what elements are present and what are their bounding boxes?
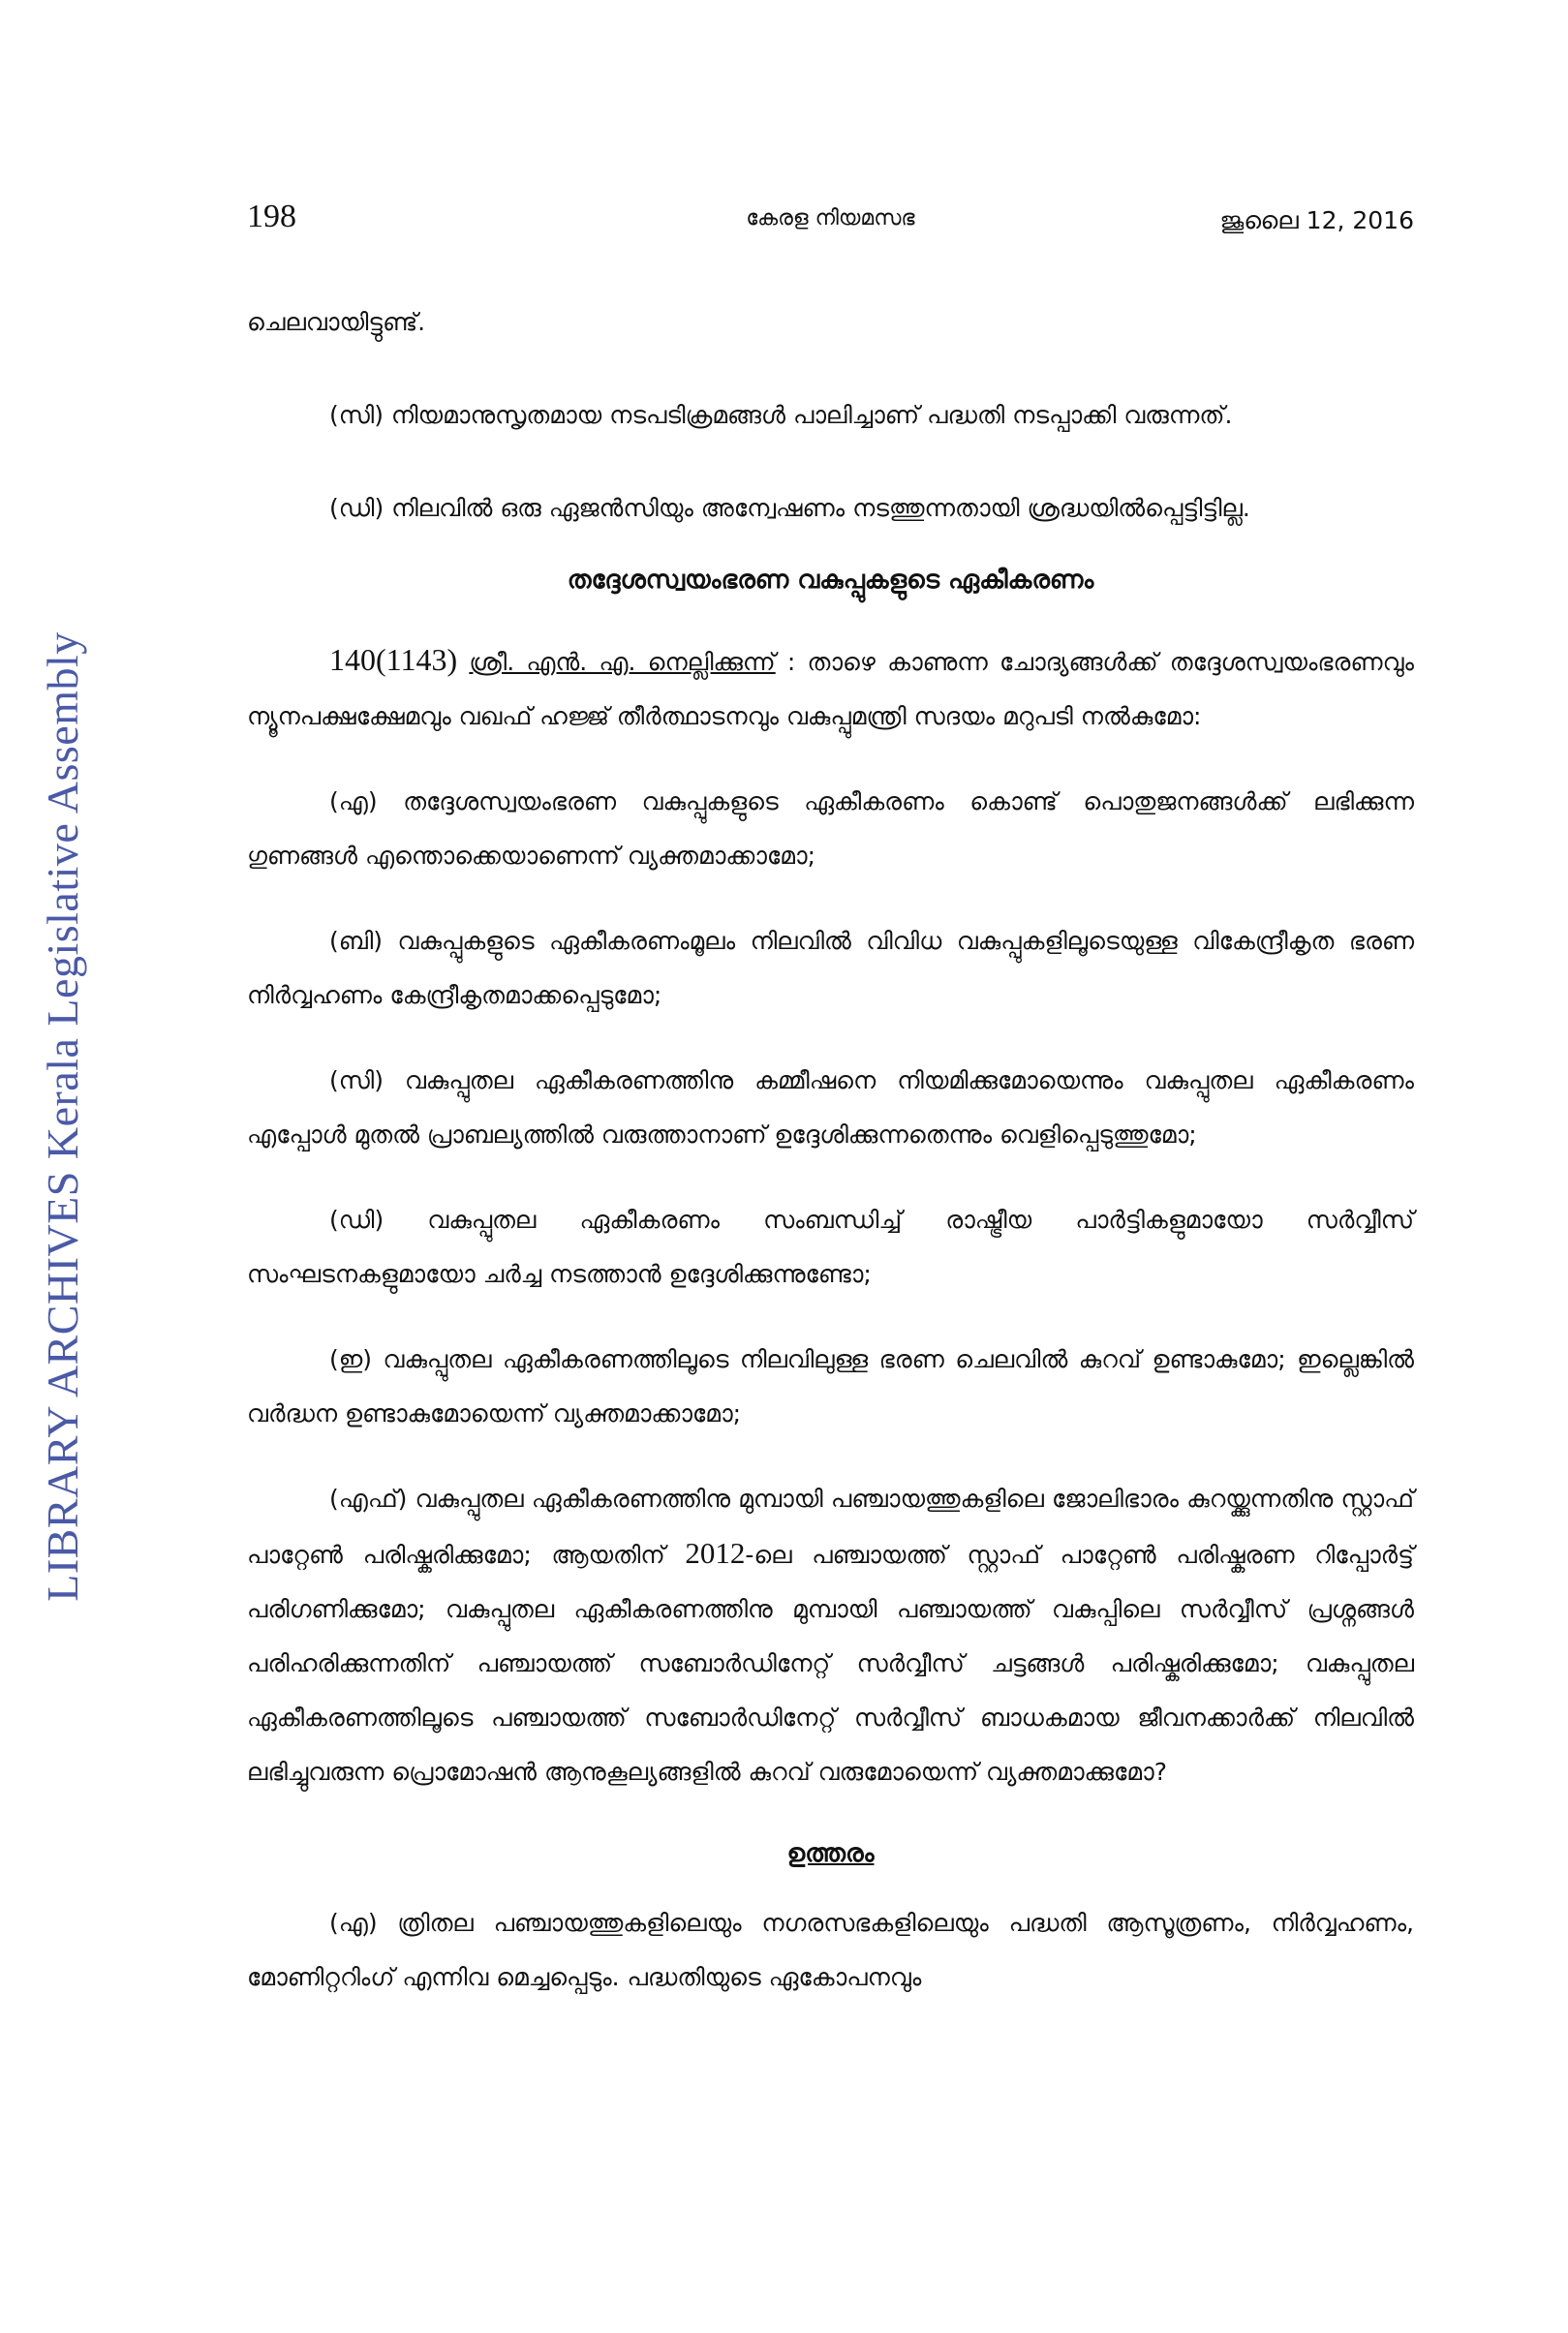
- question-b: (ബി) വകുപ്പുകളുടെ ഏകീകരണംമൂലം നിലവിൽ വിവിധ വകുപ്പുകളിലൂടെയുള്ള വികേന്ദ്രീകൃത ഭരണ നിർവ്വഹണം കേന്ദ്രീകൃതമാക്കപ്പെടുമോ;: [247, 927, 1414, 1009]
- question-c: (സി) വകുപ്പുതല ഏകീകരണത്തിനു കമ്മീഷനെ നിയമിക്കുമോയെന്നും വകുപ്പുതല ഏകീകരണം എപ്പോൾ മുതൽ പ്രാബല്യത്തിൽ വരുത്താനാണ് ഉദ്ദേശിക്കുന്നതെന്നും വെളിപ്പെടുത്തുമോ;: [247, 1066, 1414, 1149]
- page-body: [247, 295, 1414, 2036]
- session-date: ജൂലൈ 12, 2016: [1219, 206, 1414, 234]
- continued-line: ചെലവായിട്ടുണ്ട്.: [247, 308, 426, 336]
- answer-heading: ഉത്തരം: [786, 1839, 875, 1868]
- section-title: തദ്ദേശസ്വയംഭരണ വകുപ്പുകളുടെ ഏകീകരണം: [567, 566, 1094, 595]
- question-intro: [247, 632, 1414, 744]
- question-f-part1: (എഫ്) വകുപ്പുതല ഏകീകരണത്തിനു മുമ്പായി പഞ്ചായത്തുകളിലെ ജോലിഭാരം കുറയ്ക്കുന്നതിനു സ്റ്റാഫ് പാറ്റേൺ പരിഷ്കരിക്കുമോ; ആയതിന്: [247, 1485, 1414, 1569]
- question-e: (ഇ) വകുപ്പുതല ഏകീകരണത്തിലൂടെ നിലവിലുള്ള ഭരണ ചെലവിൽ കുറവ് ഉണ്ടാകുമോ; ഇല്ലെങ്കിൽ വർദ്ധന ഉണ്ടാകുമോയെന്ന് വ്യക്തമാക്കാമോ;: [247, 1345, 1414, 1427]
- watermark-text: LIBRARY ARCHIVES Kerala Legislative Assembly: [38, 631, 87, 1602]
- question-f: [247, 1472, 1414, 1799]
- question-intro-text: : താഴെ കാണുന്ന ചോദ്യങ്ങൾക്ക് തദ്ദേശസ്വയംഭരണവും ന്യൂനപക്ഷക്ഷേമവും വഖഫ് ഹജ്ജ് തീർത്ഥാടനവും വകുപ്പുമന്ത്രി സദയം മറുപടി നൽകുമോ:: [247, 648, 1415, 730]
- assembly-name: കേരള നിയമസഭ: [746, 206, 915, 230]
- question-f-year: 2012: [685, 1536, 746, 1570]
- page-header: [247, 199, 1414, 247]
- answer-c-prev: (സി) നിയമാനുസൃതമായ നടപടിക്രമങ്ങൾ പാലിച്ചാണ് പദ്ധതി നടപ്പാക്കി വരുന്നത്.: [329, 401, 1233, 429]
- question-a: (എ) തദ്ദേശസ്വയംഭരണ വകുപ്പുകളുടെ ഏകീകരണം കൊണ്ട് പൊതുജനങ്ങൾക്ക് ലഭിക്കുന്ന ഗുണങ്ങൾ എന്തൊക്കെയാണെന്ന് വ്യക്തമാക്കാമോ;: [247, 787, 1414, 870]
- member-name: ശ്രീ. എൻ. എ. നെല്ലിക്കുന്ന്: [469, 648, 776, 676]
- question-d: (ഡി) വകുപ്പുതല ഏകീകരണം സംബന്ധിച്ച് രാഷ്ട്രീയ പാർട്ടികളുമായോ സർവ്വീസ് സംഘടനകളുമായോ ചർച്ച നടത്താൻ ഉദ്ദേശിക്കുന്നുണ്ടോ;: [247, 1206, 1414, 1288]
- page-number: 198: [247, 199, 296, 234]
- question-number: 140(1143): [329, 642, 458, 677]
- question-f-part2: -ലെ പഞ്ചായത്ത് സ്റ്റാഫ് പാറ്റേൺ പരിഷ്കരണ റിപ്പോർട്ട് പരിഗണിക്കുമോ; വകുപ്പുതല ഏകീകരണത്തിനു മുമ്പായി പഞ്ചായത്ത് വകുപ്പിലെ സർവ്വീസ് പ്രശ്നങ്ങൾ പരിഹരിക്കുന്നതിന് പഞ്ചായത്ത് സബോർഡിനേറ്റ് സർവ്വീസ് ചട്ടങ്ങൾ പരിഷ്കരിക്കുമോ; വകുപ്പുതല ഏകീകരണത്തിലൂടെ പഞ്ചായത്ത് സബോർഡിനേറ്റ് സർവ്വീസ് ബാധകമായ ജീവനക്കാർക്ക് നിലവിൽ ലഭിച്ചുവരുന്ന പ്രൊമോഷൻ ആനുകൂല്യങ്ങളിൽ കുറവ് വരുമോയെന്ന് വ്യക്തമാക്കുമോ?: [247, 1541, 1415, 1786]
- answer-a: (എ) ത്രിതല പഞ്ചായത്തുകളിലെയും നഗരസഭകളിലെയും പദ്ധതി ആസൂത്രണം, നിർവ്വഹണം, മോണിറ്ററിംഗ് എന്നിവ മെച്ചപ്പെടും. പദ്ധതിയുടെ ഏകോപനവും: [247, 1909, 1414, 1991]
- answer-d-prev: (ഡി) നിലവിൽ ഒരു ഏജൻസിയും അന്വേഷണം നടത്തുന്നതായി ശ്രദ്ധയിൽപ്പെട്ടിട്ടില്ല.: [329, 494, 1250, 522]
